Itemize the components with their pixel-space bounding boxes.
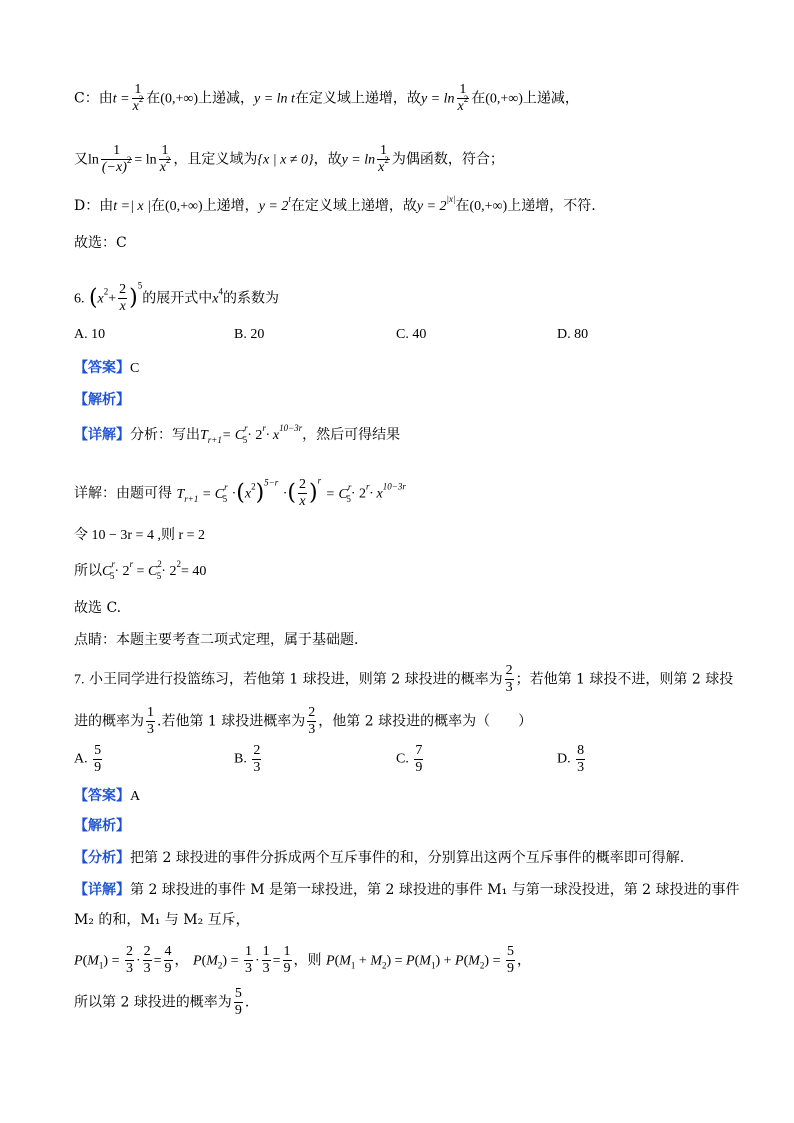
q6-step2: 所以$C^r_5\cdot 2^r = C^2_5\cdot 2^2= 40$: [74, 559, 207, 581]
option-c-line1: C：由t = $\frac{1}{x^2}$ 在(0,+∞)上递减，y = ln t在定义域上递增，故y = ln $\frac{1}{x^2}$ 在(0,+∞)上递减，: [74, 82, 579, 114]
q6-choice-b: B. 20: [234, 327, 265, 342]
q6-choose: 故选 C.: [74, 600, 122, 616]
q7-fenxi: 【分析】把第 2 球投进的事件分拆成两个互斥事件的和，分别算出这两个互斥事件的概率即可得解.: [74, 850, 685, 866]
q6-solve: 详解：由题可得 $T_{r+1} = C^r_5 \cdot(x^2)^{5-r}$ ·( $\frac{2}{x}$ )$^r = C^r_5\cdot 2^r\cdot x^{10-3r}$: [74, 475, 406, 509]
fraction: $\frac{1}{3}$: [147, 705, 154, 737]
q6-choice-a: A. 10: [74, 327, 106, 342]
q7-detail2: M₂ 的和，M₁ 与 M₂ 互斥，: [74, 912, 250, 928]
q7-analysis-tag: 【解析】: [74, 818, 130, 834]
fraction: $\frac{1}{(-x)^2}$: [101, 143, 132, 175]
q7-conclusion: 所以第 2 球投进的概率为 $\frac{5}{9}$ .: [74, 986, 250, 1018]
fraction: $\frac{1}{x^2}$: [378, 143, 389, 175]
choose-5: 故选：C: [74, 235, 127, 251]
fraction: $\frac{2}{x}$: [119, 282, 127, 314]
q7-detail1: 【详解】第 2 球投进的事件 M 是第一球投进，第 2 球投进的事件 M₁ 与第一球没投进，第 2 球投进的事件: [74, 882, 740, 898]
q7-choice-b: B. $\frac{2}{3}$: [234, 743, 261, 775]
fraction: $\frac{2}{x}$: [298, 477, 306, 509]
fraction: $\frac{1}{x^2}$: [457, 82, 469, 114]
q6-analysis-tag: 【解析】: [74, 392, 130, 408]
q6-choice-d: D. 80: [557, 327, 589, 342]
fraction: $\frac{1}{x^2}$: [159, 143, 171, 175]
q6-choice-c: C. 40: [396, 327, 427, 342]
q7-answer: 【答案】A: [74, 788, 141, 804]
option-c-line2: 又ln $\frac{1}{(-x)^2}$ = ln $\frac{1}{x^2}$ ，且定义域为{x | x ≠ 0}，故y = ln $\frac{1}{x^2}$ 为偶函数，符合；: [74, 143, 504, 175]
q7-choice-c: C. $\frac{7}{9}$: [396, 743, 423, 775]
fraction: $\frac{2}{3}$: [505, 663, 513, 695]
fraction: $\frac{5}{9}$: [234, 986, 242, 1018]
fraction: $\frac{2}{3}$: [308, 705, 316, 737]
q6-comment: 点睛：本题主要考查二项式定理，属于基础题．: [74, 632, 368, 648]
question-7-line2: 进的概率为 $\frac{1}{3}$ .若他第 1 球投进概率为 $\frac{2}{3}$ ，他第 2 球投进的概率为（ ）: [74, 705, 533, 737]
q7-probabilities: $P(M_1)$ = $\frac{2}{3}$ · $\frac{2}{3}$ = $\frac{4}{9}$ ， $P(M_2)$ = $\frac{1}{3}$ · $\frac{1}{3}$ = $\frac{1}{9}$ ，则 $P(M_1 + M_2) = P(M_1) + P(M_2)$ = $\frac{5}{9}$ ，: [74, 944, 531, 976]
option-d-line: D：由t =| x |在(0,+∞)上递增，$y = 2^t$在定义域上递增，故$y = 2^{|x|}$在(0,+∞)上递增，不符.: [74, 194, 596, 214]
q6-answer: 【答案】C: [74, 360, 140, 376]
question-6: 6. ($x^2+$ $\frac{2}{x}$ )$^5$的展开式中$x^4$的系数为: [74, 280, 279, 314]
q7-choice-a: A. $\frac{5}{9}$: [74, 743, 102, 775]
question-7-line1: 7. 小王同学进行投篮练习，若他第 1 球投进，则第 2 球投进的概率为 $\frac{2}{3}$ ；若他第 1 球投不进，则第 2 球投: [74, 663, 734, 695]
q6-step1: 令 10 − 3r = 4 ,则 r = 2: [74, 528, 206, 543]
q7-choice-d: D. $\frac{8}{3}$: [557, 743, 585, 775]
fraction: $\frac{1}{x^2}$: [132, 82, 144, 114]
q6-detail: 【详解】分析：写出$T_{r+1}= C^r_5\cdot 2^r\cdot x^{10-3r}$，然后可得结果: [74, 423, 401, 445]
